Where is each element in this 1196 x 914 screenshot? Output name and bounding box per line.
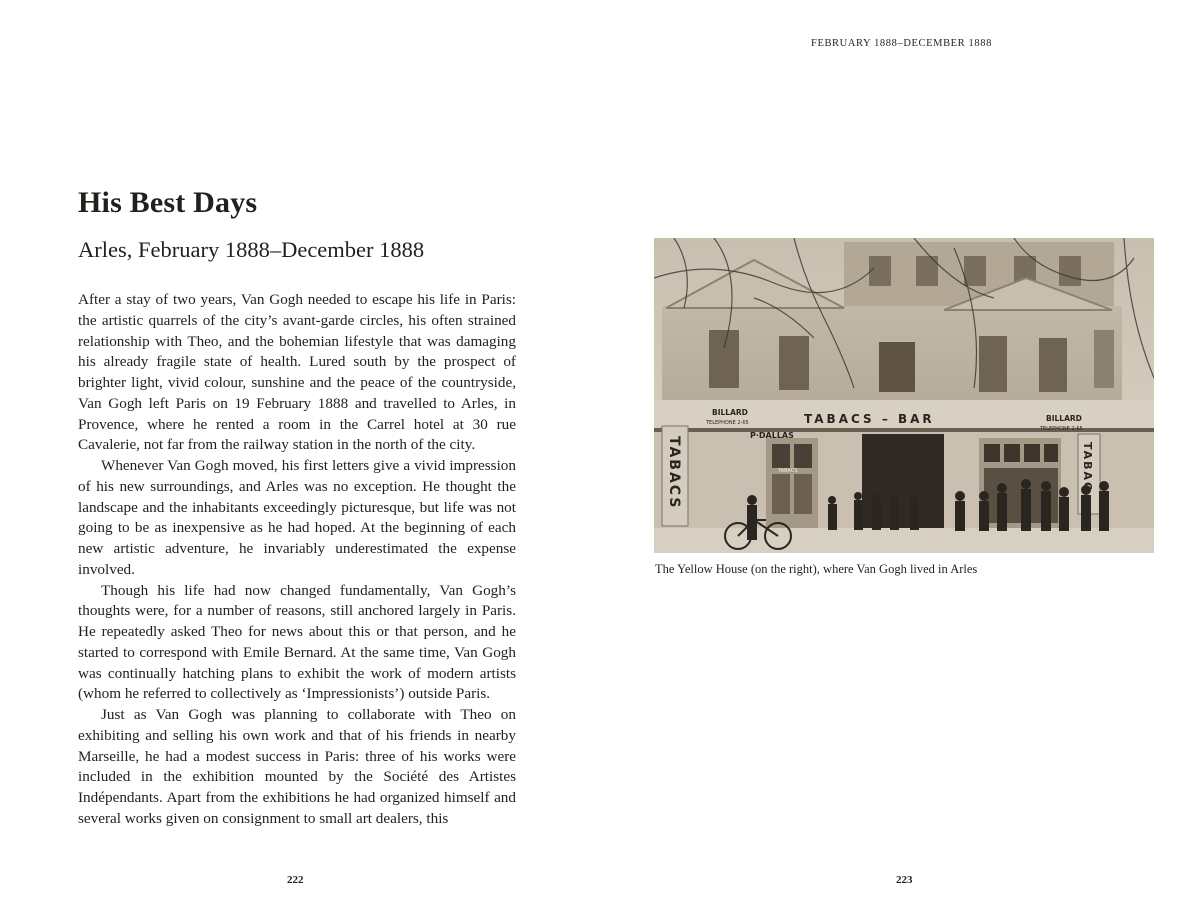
paragraph: After a stay of two years, Van Gogh needed to escape his life in Paris: the artistic quarrels of the city’s avant-garde circles, his often strained relationship with Theo, and the bohemian lifestyle that was damaging his already fragile state of health. Lured south by the prospect of brighter light, vivid colour, sunshine and the peace of the countryside, Van Gogh left Paris on 19 February 1888 and travelled to Arles, in Provence, where he rented a room in the Carrel hotel at 30 rue Cavalerie, not far from the railway station in the north of the city. [78,291,516,454]
yellow-house-photo [654,238,1154,553]
sign-billard-right: BILLARD [1046,414,1082,423]
photo-illustration [654,238,1154,553]
sign-tabacs-vertical-left: TABACS [666,436,682,510]
photo-caption: The Yellow House (on the right), where Van Gogh lived in Arles [655,562,978,576]
sign-billard-left: BILLARD [712,408,748,417]
sign-tabacs-bar: TABACS – BAR [804,412,935,426]
chapter-subtitle: Arles, February 1888–December 1888 [78,237,425,262]
paragraph: Though his life had now changed fundamentally, Van Gogh’s thoughts were, for a number of reasons, still anchored largely in Paris. He repeatedly asked Theo for news about this or that person, and he started to correspond with Emile Bernard. At the same time, Van Gogh was continually hatching plans to exhibit the work of modern artists (whom he referred to collectively as ‘Impressionists’) outside Paris. [78,581,516,703]
paragraph: Whenever Van Gogh moved, his first letters give a vivid impression of his new surroundings, and Arles was no exception. He thought the landscape and the inhabitants exceedingly picturesque, but life was not going to be as inexpensive as he had hoped. At the beginning of each new artistic adventure, he invariably underestimated the expense involved. [78,457,516,578]
page-number-left: 222 [287,874,304,886]
sign-telephone-right: TELEPHONE 2-65 [1040,426,1083,432]
sign-tabac-vertical-right: TABAC [1081,442,1094,493]
body-text [78,290,516,830]
page-number-right: 223 [896,874,913,886]
sign-dallas: P·DALLAS [750,431,794,440]
sign-door-tabacs: TABACS [778,468,798,474]
chapter-title: His Best Days [78,186,258,219]
sign-telephone-left: TELEPHONE 2-65 [706,420,749,426]
paragraph: Just as Van Gogh was planning to collaborate with Theo on exhibiting and selling his own work and that of his friends in nearby Marseille, he had a modest success in Paris: three of his works were included in the exhibition mounted by the Société des Artistes Indépendants. Apart from the exhibitions he had organized himself and several works given on consignment to small art dealers, this [78,706,516,827]
running-head: FEBRUARY 1888–DECEMBER 1888 [811,38,992,49]
